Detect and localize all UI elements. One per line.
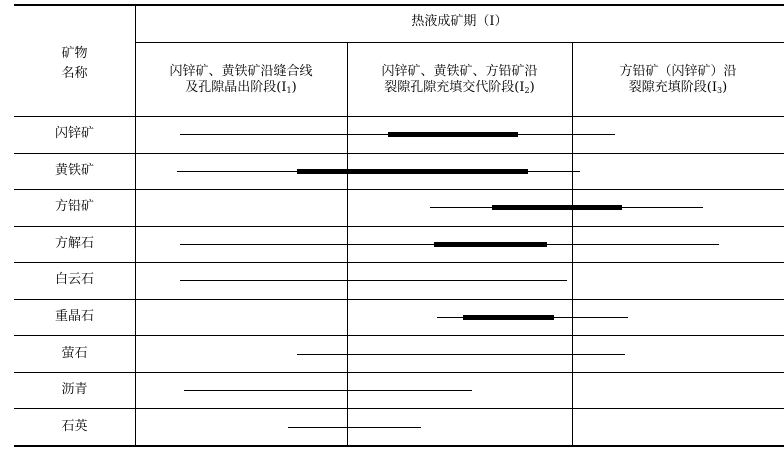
duration-bar-thick <box>388 132 518 137</box>
table-top-border <box>14 4 784 6</box>
mineral-header-line1: 矿物 <box>61 46 88 61</box>
duration-bar-thin <box>184 390 473 391</box>
table-bottom-border <box>14 445 784 447</box>
mineral-header-line2: 名称 <box>61 66 88 81</box>
row-separator <box>14 335 784 336</box>
stage-3-line1: 方铅矿（闪锌矿）沿 <box>619 64 737 79</box>
duration-bar-thin <box>297 354 625 355</box>
stage-header-1 <box>135 64 347 99</box>
duration-bar-thin <box>288 427 421 428</box>
stage-2-line1: 闪锌矿、黄铁矿、方铅矿沿 <box>381 64 538 79</box>
duration-bar-thick <box>492 205 622 210</box>
duration-bar-thick <box>434 242 548 247</box>
stage-header-2 <box>347 64 572 99</box>
row-separator <box>14 372 784 373</box>
duration-bar-thick <box>297 169 527 174</box>
stage-2-close-paren: ) <box>529 80 535 95</box>
mineral-name: 白云石 <box>54 272 94 287</box>
mineral-name: 石英 <box>61 419 88 434</box>
row-separator <box>14 189 784 190</box>
stage-1-line1: 闪锌矿、黄铁矿沿缝合线 <box>169 64 313 79</box>
mineral-name: 闪锌矿 <box>54 126 94 141</box>
header-bottom-border <box>14 116 784 117</box>
stage-2-line2 <box>347 80 572 99</box>
row-separator <box>14 299 784 300</box>
stage-3-line2-text: 裂隙充填阶段(Ⅰ <box>628 80 718 95</box>
stage-1-subscript: 1 <box>286 86 292 95</box>
mineral-name: 沥青 <box>61 382 88 397</box>
mineral-name: 方解石 <box>54 236 94 251</box>
stage-2-subscript: 2 <box>524 86 530 95</box>
stage-1-line2 <box>135 80 347 99</box>
mineral-name: 黄铁矿 <box>54 163 94 178</box>
row-separator <box>14 153 784 154</box>
mineral-name: 重晶石 <box>54 309 94 324</box>
row-separator <box>14 408 784 409</box>
row-separator <box>14 262 784 263</box>
mineral-name: 方铅矿 <box>54 199 94 214</box>
duration-bar-thick <box>463 315 554 320</box>
stage-2-line2-text: 裂隙孔隙充填交代阶段(Ⅰ <box>384 80 525 95</box>
period-header: 热液成矿期（Ⅰ） <box>411 14 508 29</box>
stage-3-subscript: 3 <box>717 86 723 95</box>
duration-bar-thin <box>180 280 566 281</box>
stage-1-close-paren: ) <box>291 80 297 95</box>
row-separator <box>14 226 784 227</box>
mineral-name: 萤石 <box>61 346 88 361</box>
mineral-column-header <box>14 44 135 84</box>
stage-header-divider <box>135 42 784 43</box>
stage-1-line2-text: 及孔隙晶出阶段(Ⅰ <box>185 80 287 95</box>
stage-3-close-paren: ) <box>722 80 728 95</box>
stage-3-line2 <box>572 80 784 99</box>
stage-header-3 <box>572 64 784 99</box>
